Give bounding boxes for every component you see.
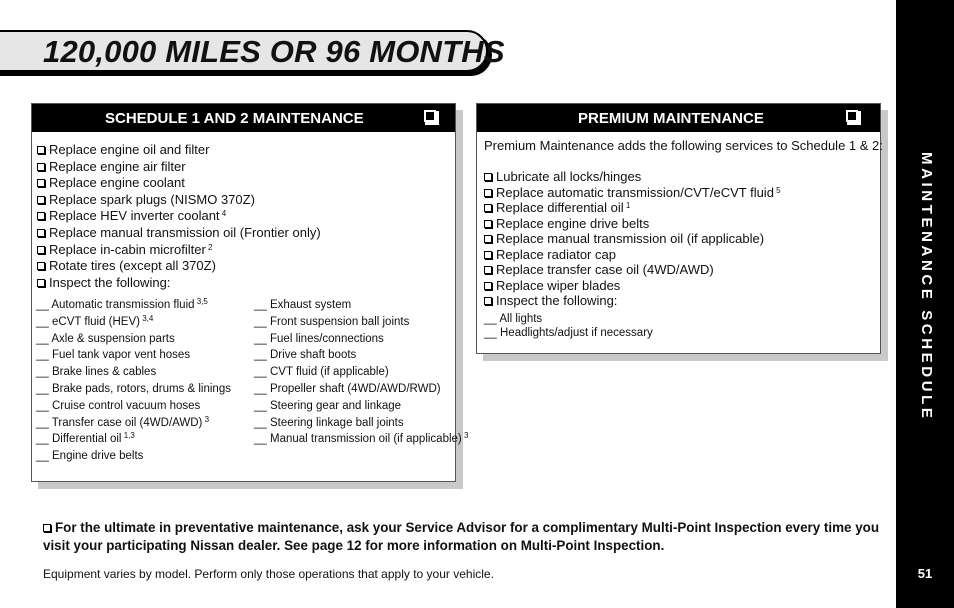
item-text: Replace in-cabin microfilter (49, 241, 206, 257)
item-text: Replace HEV inverter coolant (49, 208, 220, 224)
checkbox-icon (37, 246, 45, 254)
blank-line: __ (254, 399, 270, 412)
item-text: Replace transfer case oil (4WD/AWD) (496, 262, 714, 277)
item-text: Inspect the following: (49, 274, 171, 290)
multi-point-inspection-note (43, 519, 883, 555)
inspect-item-right (254, 365, 389, 380)
footnote-marker: 2 (205, 242, 213, 252)
blank-line: __ (36, 399, 52, 412)
item-text: Replace engine drive belts (496, 215, 650, 231)
inspect-item-left (36, 365, 156, 380)
inspect-item-left (36, 348, 190, 363)
item-text: Differential oil (52, 433, 122, 446)
checkbox-icon (37, 212, 45, 220)
blank-line: __ (36, 299, 52, 311)
multi-point-inspection-text: For the ultimate in preventative maintenance, ask your Service Advisor for a complimentary Multi-Point Inspection every time you visit your participating Nissan dealer. See page 12 for more information on Multi-Point Inspection. (43, 520, 879, 553)
item-text: Replace manual transmission oil (Frontier only) (49, 225, 321, 240)
footnote-marker: 1,3 (121, 431, 135, 441)
checkbox-icon (484, 173, 492, 181)
inspect-item-left (36, 332, 175, 347)
blank-line: __ (36, 450, 52, 463)
blank-line: __ (36, 383, 52, 395)
inspect-item-left (36, 416, 209, 431)
checkbox-icon (37, 179, 45, 187)
blank-line: __ (254, 383, 270, 395)
blank-line: __ (254, 315, 270, 328)
item-text: Cruise control vacuum hoses (52, 399, 201, 412)
item-text: Transfer case oil (4WD/AWD) (51, 416, 203, 429)
premium-item (484, 247, 616, 262)
premium-item (484, 185, 781, 200)
item-text: Replace engine oil and filter (49, 142, 210, 157)
item-text: Rotate tires (except all 370Z) (49, 258, 216, 274)
schedule-box-header (32, 104, 455, 132)
checkbox-icon (37, 229, 45, 237)
inspect-item-right (254, 348, 356, 363)
checkbox-icon (484, 220, 492, 228)
item-text: Exhaust system (270, 299, 352, 311)
inspect-item-right (254, 432, 468, 447)
footnote-marker: 3,4 (139, 313, 154, 323)
premium-item (484, 216, 649, 231)
premium-box-header (477, 104, 880, 132)
inspect-item-right (254, 382, 441, 397)
item-text: Replace spark plugs (NISMO 370Z) (49, 191, 255, 207)
premium-item (484, 293, 617, 308)
blank-line: __ (36, 416, 52, 429)
item-text: CVT fluid (if applicable) (270, 366, 389, 379)
item-text: Brake pads, rotors, drums & linings (52, 383, 231, 395)
blank-line: __ (484, 313, 500, 325)
inspect-item-left (36, 399, 200, 414)
checkbox-icon (43, 524, 51, 532)
footnote-marker: 1 (623, 201, 631, 210)
inspect-item-right (254, 315, 409, 330)
checkbox-icon (484, 204, 492, 212)
blank-line: __ (36, 315, 52, 328)
item-text: Lubricate all locks/hinges (496, 169, 642, 184)
footnote-marker: 5 (773, 185, 781, 195)
item-text: Replace wiper blades (496, 277, 621, 293)
inspect-item-left (36, 382, 231, 397)
footnote-marker: 3,5 (194, 297, 208, 306)
schedule-item (37, 159, 186, 174)
checkbox-icon (424, 110, 436, 122)
checkbox-icon (37, 262, 45, 270)
checkbox-icon (484, 266, 492, 274)
item-text: Replace radiator cap (496, 246, 616, 262)
blank-line: __ (36, 332, 52, 345)
premium-item (484, 200, 630, 215)
checkbox-icon (37, 163, 45, 171)
equipment-footnote: Equipment varies by model. Perform only those operations that apply to your vehicle. (43, 567, 494, 581)
checkbox-icon (484, 235, 492, 243)
blank-line: __ (36, 366, 52, 379)
blank-line: __ (254, 416, 270, 429)
checkbox-icon (484, 282, 492, 290)
item-text: Fuel lines/connections (270, 332, 384, 345)
item-text: Axle & suspension parts (51, 332, 175, 345)
inspect-item-left (36, 315, 153, 330)
blank-line: __ (254, 349, 270, 362)
footnote-marker: 3 (202, 414, 210, 424)
schedule-item (37, 275, 170, 290)
item-text: Steering linkage ball joints (270, 416, 404, 429)
blank-line: __ (36, 349, 52, 362)
checkbox-icon (484, 251, 492, 259)
blank-line: __ (36, 433, 52, 446)
schedule-item (37, 258, 216, 273)
footnote-marker: 4 (219, 209, 227, 219)
premium-item (484, 231, 764, 246)
item-text: Inspect the following: (496, 293, 618, 308)
item-text: Replace engine coolant (49, 175, 185, 191)
footnote-marker: 3 (461, 431, 469, 441)
schedule-item (37, 225, 321, 240)
item-text: eCVT fluid (HEV) (52, 315, 140, 328)
item-text: All lights (499, 313, 543, 325)
checkbox-icon (484, 189, 492, 197)
schedule-item (37, 208, 226, 223)
inspect-item-right (254, 298, 351, 313)
item-text: Propeller shaft (4WD/AWD/RWD) (270, 383, 441, 395)
blank-line: __ (254, 433, 270, 446)
item-text: Replace differential oil (496, 200, 624, 215)
item-text: Replace manual transmission oil (if applicable) (496, 231, 765, 246)
page-number: 51 (917, 566, 933, 581)
checkbox-icon (37, 279, 45, 287)
inspect-item-left (36, 298, 208, 313)
item-text: Replace engine air filter (49, 158, 186, 174)
item-text: Engine drive belts (52, 450, 144, 463)
premium-box-heading: PREMIUM MAINTENANCE (578, 110, 764, 127)
blank-line: __ (254, 332, 270, 345)
schedule-item (37, 192, 255, 207)
checkbox-icon (37, 196, 45, 204)
premium-item (484, 169, 641, 184)
checkbox-icon (484, 297, 492, 305)
inspect-item-left (36, 432, 135, 447)
schedule-item (37, 142, 209, 157)
checkbox-icon (37, 146, 45, 154)
blank-line: __ (254, 299, 270, 311)
item-text: Automatic transmission fluid (51, 299, 195, 311)
premium-item (484, 278, 620, 293)
item-text: Manual transmission oil (if applicable) (270, 433, 462, 446)
blank-line: __ (484, 327, 500, 339)
page-title: 120,000 MILES OR 96 MONTHS (43, 34, 505, 69)
item-text: Front suspension ball joints (270, 315, 410, 328)
item-text: Drive shaft boots (270, 349, 357, 362)
schedule-box-heading: SCHEDULE 1 AND 2 MAINTENANCE (105, 110, 364, 127)
blank-line: __ (254, 366, 270, 379)
premium-inspect-item (484, 312, 542, 327)
schedule-item (37, 242, 212, 257)
item-text: Headlights/adjust if necessary (500, 327, 653, 339)
schedule-item (37, 175, 185, 190)
checkbox-icon (846, 110, 858, 122)
premium-inspect-item (484, 326, 653, 341)
premium-intro: Premium Maintenance adds the following services to Schedule 1 & 2: (484, 138, 883, 153)
item-text: Replace automatic transmission/CVT/eCVT fluid (496, 184, 774, 200)
inspect-item-left (36, 449, 143, 464)
item-text: Steering gear and linkage (270, 399, 402, 412)
sidebar-title: MAINTENANCE SCHEDULE (918, 152, 935, 422)
item-text: Brake lines & cables (52, 366, 157, 379)
inspect-item-right (254, 332, 384, 347)
premium-item (484, 262, 714, 277)
item-text: Fuel tank vapor vent hoses (52, 349, 191, 362)
inspect-item-right (254, 416, 404, 431)
inspect-item-right (254, 399, 401, 414)
